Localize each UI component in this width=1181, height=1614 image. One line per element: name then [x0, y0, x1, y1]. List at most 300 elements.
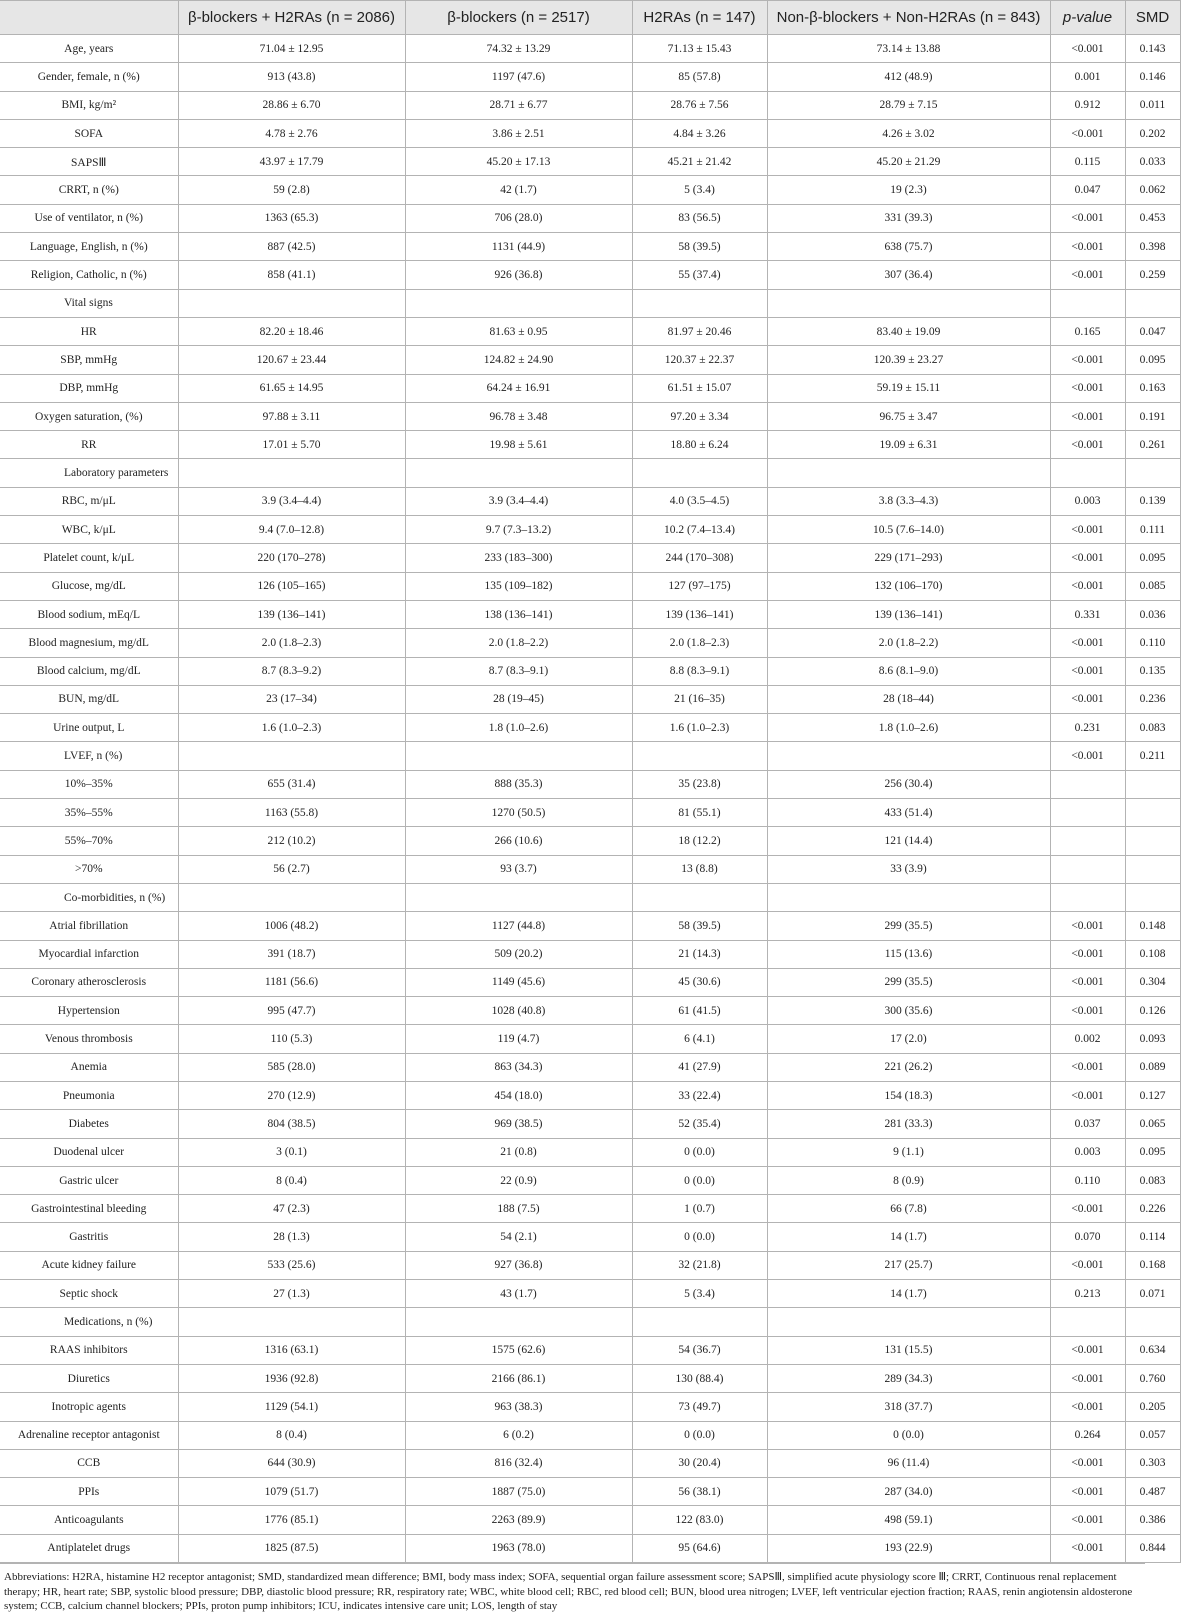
cell-h2ras: 71.13 ± 15.43	[632, 35, 767, 63]
header-p-value	[1050, 1, 1125, 35]
section-row	[0, 1308, 1180, 1336]
cell-beta-blockers-h2ras: 9.4 (7.0–12.8)	[178, 516, 405, 544]
cell-beta-blockers-h2ras: 1129 (54.1)	[178, 1393, 405, 1421]
cell-non-beta-blockers-non-h2ras	[767, 742, 1050, 770]
cell-variable: Duodenal ulcer	[0, 1138, 178, 1166]
cell-p-value: <0.001	[1050, 742, 1125, 770]
cell-beta-blockers: 926 (36.8)	[405, 261, 632, 289]
cell-beta-blockers: 22 (0.9)	[405, 1166, 632, 1194]
cell-p-value: 0.331	[1050, 600, 1125, 628]
cell-p-value: <0.001	[1050, 968, 1125, 996]
table-row	[0, 1251, 1180, 1279]
cell-smd: 0.139	[1125, 487, 1180, 515]
cell-smd: 0.191	[1125, 402, 1180, 430]
cell-beta-blockers-h2ras: 110 (5.3)	[178, 1025, 405, 1053]
cell-non-beta-blockers-non-h2ras: 256 (30.4)	[767, 770, 1050, 798]
cell-beta-blockers-h2ras: 212 (10.2)	[178, 827, 405, 855]
cell-beta-blockers: 888 (35.3)	[405, 770, 632, 798]
table-row	[0, 940, 1180, 968]
cell-h2ras	[632, 459, 767, 487]
cell-smd: 0.085	[1125, 572, 1180, 600]
cell-h2ras: 1.6 (1.0–2.3)	[632, 714, 767, 742]
cell-p-value: <0.001	[1050, 1251, 1125, 1279]
cell-p-value: 0.003	[1050, 1138, 1125, 1166]
cell-non-beta-blockers-non-h2ras: 193 (22.9)	[767, 1534, 1050, 1562]
cell-beta-blockers: 43 (1.7)	[405, 1280, 632, 1308]
cell-h2ras: 139 (136–141)	[632, 600, 767, 628]
cell-non-beta-blockers-non-h2ras	[767, 459, 1050, 487]
table-row	[0, 742, 1180, 770]
cell-h2ras: 120.37 ± 22.37	[632, 346, 767, 374]
cell-non-beta-blockers-non-h2ras: 300 (35.6)	[767, 997, 1050, 1025]
cell-beta-blockers-h2ras: 1316 (63.1)	[178, 1336, 405, 1364]
cell-h2ras	[632, 742, 767, 770]
cell-beta-blockers-h2ras: 995 (47.7)	[178, 997, 405, 1025]
cell-non-beta-blockers-non-h2ras: 131 (15.5)	[767, 1336, 1050, 1364]
table-row	[0, 1025, 1180, 1053]
cell-variable: Diuretics	[0, 1364, 178, 1392]
cell-non-beta-blockers-non-h2ras: 28 (18–44)	[767, 685, 1050, 713]
cell-h2ras: 33 (22.4)	[632, 1081, 767, 1109]
cell-non-beta-blockers-non-h2ras: 1.8 (1.0–2.6)	[767, 714, 1050, 742]
cell-beta-blockers-h2ras: 2.0 (1.8–2.3)	[178, 629, 405, 657]
cell-beta-blockers-h2ras: 533 (25.6)	[178, 1251, 405, 1279]
table-row	[0, 912, 1180, 940]
cell-variable: Laboratory parameters	[0, 459, 178, 487]
table-row	[0, 1449, 1180, 1477]
cell-h2ras	[632, 883, 767, 911]
cell-beta-blockers-h2ras	[178, 1308, 405, 1336]
table-row	[0, 1166, 1180, 1194]
cell-variable: Language, English, n (%)	[0, 233, 178, 261]
cell-h2ras: 45.21 ± 21.42	[632, 148, 767, 176]
cell-h2ras: 0 (0.0)	[632, 1223, 767, 1251]
cell-smd	[1125, 459, 1180, 487]
table-row	[0, 629, 1180, 657]
cell-beta-blockers: 93 (3.7)	[405, 855, 632, 883]
cell-h2ras: 58 (39.5)	[632, 912, 767, 940]
cell-beta-blockers	[405, 1308, 632, 1336]
cell-h2ras: 35 (23.8)	[632, 770, 767, 798]
cell-beta-blockers-h2ras: 913 (43.8)	[178, 63, 405, 91]
cell-h2ras: 95 (64.6)	[632, 1534, 767, 1562]
cell-variable: RAAS inhibitors	[0, 1336, 178, 1364]
cell-p-value: <0.001	[1050, 1364, 1125, 1392]
cell-smd: 0.033	[1125, 148, 1180, 176]
cell-non-beta-blockers-non-h2ras: 318 (37.7)	[767, 1393, 1050, 1421]
cell-beta-blockers: 8.7 (8.3–9.1)	[405, 657, 632, 685]
cell-beta-blockers-h2ras: 391 (18.7)	[178, 940, 405, 968]
cell-beta-blockers-h2ras: 47 (2.3)	[178, 1195, 405, 1223]
cell-beta-blockers-h2ras: 27 (1.3)	[178, 1280, 405, 1308]
cell-non-beta-blockers-non-h2ras: 638 (75.7)	[767, 233, 1050, 261]
table-body	[0, 35, 1180, 1563]
table-row	[0, 770, 1180, 798]
cell-beta-blockers-h2ras: 97.88 ± 3.11	[178, 402, 405, 430]
cell-h2ras: 83 (56.5)	[632, 204, 767, 232]
cell-h2ras: 32 (21.8)	[632, 1251, 767, 1279]
cell-p-value: <0.001	[1050, 431, 1125, 459]
table-row	[0, 600, 1180, 628]
cell-beta-blockers-h2ras: 1776 (85.1)	[178, 1506, 405, 1534]
cell-p-value: <0.001	[1050, 119, 1125, 147]
cell-non-beta-blockers-non-h2ras	[767, 1308, 1050, 1336]
table-row	[0, 148, 1180, 176]
cell-h2ras: 13 (8.8)	[632, 855, 767, 883]
cell-beta-blockers: 42 (1.7)	[405, 176, 632, 204]
cell-beta-blockers: 3.86 ± 2.51	[405, 119, 632, 147]
cell-smd	[1125, 827, 1180, 855]
cell-non-beta-blockers-non-h2ras: 433 (51.4)	[767, 799, 1050, 827]
cell-p-value: <0.001	[1050, 1534, 1125, 1562]
cell-h2ras: 130 (88.4)	[632, 1364, 767, 1392]
cell-p-value: 0.002	[1050, 1025, 1125, 1053]
cell-variable: SAPSⅢ	[0, 148, 178, 176]
cell-variable: WBC, k/μL	[0, 516, 178, 544]
cell-h2ras: 4.0 (3.5–4.5)	[632, 487, 767, 515]
cell-non-beta-blockers-non-h2ras: 299 (35.5)	[767, 968, 1050, 996]
cell-variable: Venous thrombosis	[0, 1025, 178, 1053]
cell-variable: BMI, kg/m²	[0, 91, 178, 119]
cell-p-value	[1050, 770, 1125, 798]
cell-variable: Platelet count, k/μL	[0, 544, 178, 572]
cell-smd: 0.114	[1125, 1223, 1180, 1251]
cell-h2ras: 52 (35.4)	[632, 1110, 767, 1138]
cell-non-beta-blockers-non-h2ras: 83.40 ± 19.09	[767, 317, 1050, 345]
cell-smd: 0.236	[1125, 685, 1180, 713]
cell-p-value: <0.001	[1050, 1449, 1125, 1477]
table-row	[0, 35, 1180, 63]
cell-h2ras: 0 (0.0)	[632, 1421, 767, 1449]
table-row	[0, 63, 1180, 91]
cell-p-value: 0.213	[1050, 1280, 1125, 1308]
cell-variable: Septic shock	[0, 1280, 178, 1308]
cell-p-value	[1050, 799, 1125, 827]
cell-variable: Antiplatelet drugs	[0, 1534, 178, 1562]
cell-beta-blockers-h2ras: 655 (31.4)	[178, 770, 405, 798]
cell-variable: Vital signs	[0, 289, 178, 317]
cell-non-beta-blockers-non-h2ras: 8.6 (8.1–9.0)	[767, 657, 1050, 685]
table-row	[0, 1478, 1180, 1506]
cell-beta-blockers-h2ras: 59 (2.8)	[178, 176, 405, 204]
cell-beta-blockers: 19.98 ± 5.61	[405, 431, 632, 459]
cell-variable: BUN, mg/dL	[0, 685, 178, 713]
cell-p-value: 0.070	[1050, 1223, 1125, 1251]
cell-h2ras: 10.2 (7.4–13.4)	[632, 516, 767, 544]
cell-non-beta-blockers-non-h2ras: 33 (3.9)	[767, 855, 1050, 883]
cell-smd: 0.634	[1125, 1336, 1180, 1364]
cell-smd: 0.226	[1125, 1195, 1180, 1223]
cell-h2ras: 61 (41.5)	[632, 997, 767, 1025]
table-row	[0, 119, 1180, 147]
cell-smd: 0.760	[1125, 1364, 1180, 1392]
table-row	[0, 1110, 1180, 1138]
cell-variable: Pneumonia	[0, 1081, 178, 1109]
table-row	[0, 968, 1180, 996]
cell-beta-blockers-h2ras: 8.7 (8.3–9.2)	[178, 657, 405, 685]
cell-p-value: <0.001	[1050, 544, 1125, 572]
cell-smd: 0.205	[1125, 1393, 1180, 1421]
cell-beta-blockers-h2ras: 17.01 ± 5.70	[178, 431, 405, 459]
cell-p-value	[1050, 883, 1125, 911]
cell-smd: 0.036	[1125, 600, 1180, 628]
cell-beta-blockers: 188 (7.5)	[405, 1195, 632, 1223]
cell-beta-blockers-h2ras: 585 (28.0)	[178, 1053, 405, 1081]
cell-beta-blockers: 1149 (45.6)	[405, 968, 632, 996]
table-row	[0, 997, 1180, 1025]
cell-non-beta-blockers-non-h2ras: 154 (18.3)	[767, 1081, 1050, 1109]
cell-p-value: <0.001	[1050, 1081, 1125, 1109]
table-row	[0, 1534, 1180, 1562]
cell-beta-blockers-h2ras: 804 (38.5)	[178, 1110, 405, 1138]
cell-variable: PPIs	[0, 1478, 178, 1506]
cell-h2ras: 5 (3.4)	[632, 1280, 767, 1308]
cell-p-value: 0.264	[1050, 1421, 1125, 1449]
cell-variable: Urine output, L	[0, 714, 178, 742]
table-row	[0, 685, 1180, 713]
cell-variable: Gastrointestinal bleeding	[0, 1195, 178, 1223]
cell-beta-blockers-h2ras: 3.9 (3.4–4.4)	[178, 487, 405, 515]
cell-p-value: <0.001	[1050, 204, 1125, 232]
cell-beta-blockers-h2ras: 82.20 ± 18.46	[178, 317, 405, 345]
cell-non-beta-blockers-non-h2ras: 120.39 ± 23.27	[767, 346, 1050, 374]
cell-beta-blockers: 138 (136–141)	[405, 600, 632, 628]
cell-smd: 0.127	[1125, 1081, 1180, 1109]
cell-p-value	[1050, 459, 1125, 487]
cell-beta-blockers: 124.82 ± 24.90	[405, 346, 632, 374]
cell-p-value: <0.001	[1050, 1053, 1125, 1081]
cell-h2ras: 58 (39.5)	[632, 233, 767, 261]
cell-variable: Gender, female, n (%)	[0, 63, 178, 91]
cell-h2ras: 30 (20.4)	[632, 1449, 767, 1477]
table-row	[0, 1053, 1180, 1081]
cell-variable: Acute kidney failure	[0, 1251, 178, 1279]
cell-beta-blockers: 927 (36.8)	[405, 1251, 632, 1279]
cell-h2ras: 4.84 ± 3.26	[632, 119, 767, 147]
cell-beta-blockers-h2ras: 23 (17–34)	[178, 685, 405, 713]
table-row	[0, 91, 1180, 119]
table-row	[0, 487, 1180, 515]
table-row	[0, 1081, 1180, 1109]
cell-non-beta-blockers-non-h2ras: 221 (26.2)	[767, 1053, 1050, 1081]
cell-beta-blockers-h2ras: 126 (105–165)	[178, 572, 405, 600]
table-row	[0, 1138, 1180, 1166]
cell-smd: 0.163	[1125, 374, 1180, 402]
cell-non-beta-blockers-non-h2ras: 299 (35.5)	[767, 912, 1050, 940]
cell-beta-blockers-h2ras: 3 (0.1)	[178, 1138, 405, 1166]
cell-p-value: <0.001	[1050, 572, 1125, 600]
cell-smd: 0.148	[1125, 912, 1180, 940]
cell-non-beta-blockers-non-h2ras: 132 (106–170)	[767, 572, 1050, 600]
header-h2ras: H2RAs (n = 147)	[632, 1, 767, 35]
cell-h2ras: 2.0 (1.8–2.3)	[632, 629, 767, 657]
table-footnote: Abbreviations: H2RA, histamine H2 receptor antagonist; SMD, standardized mean difference; BMI, body mass index; SOFA, sequential organ failure assessment score; SAPSⅢ, simplified acute physiology score Ⅲ; CRRT, Continuous renal replacement therapy; HR, heart rate; SBP, systolic blood pressure; DBP, diastolic blood pressure; RR, respiratory rate; WBC, white blood cell; RBC, red blood cell; BUN, blood urea nitrogen; LVEF, left ventricular ejection fraction; RAAS, renin angiotensin aldosterone system; CCB, calcium channel blockers; PPIs, proton pump inhibitors; ICU, indicates intensive care unit; LOS, length of stay	[0, 1563, 1145, 1614]
cell-beta-blockers-h2ras	[178, 459, 405, 487]
cell-p-value: <0.001	[1050, 374, 1125, 402]
cell-smd: 0.083	[1125, 714, 1180, 742]
cell-p-value: <0.001	[1050, 1336, 1125, 1364]
cell-p-value: <0.001	[1050, 516, 1125, 544]
cell-beta-blockers-h2ras: 8 (0.4)	[178, 1421, 405, 1449]
table-row	[0, 1336, 1180, 1364]
cell-non-beta-blockers-non-h2ras: 73.14 ± 13.88	[767, 35, 1050, 63]
cell-beta-blockers-h2ras: 43.97 ± 17.79	[178, 148, 405, 176]
cell-beta-blockers-h2ras: 1363 (65.3)	[178, 204, 405, 232]
cell-beta-blockers: 509 (20.2)	[405, 940, 632, 968]
cell-non-beta-blockers-non-h2ras: 96.75 ± 3.47	[767, 402, 1050, 430]
cell-h2ras: 6 (4.1)	[632, 1025, 767, 1053]
table-row	[0, 1223, 1180, 1251]
cell-h2ras: 18.80 ± 6.24	[632, 431, 767, 459]
cell-beta-blockers-h2ras: 56 (2.7)	[178, 855, 405, 883]
cell-p-value: 0.115	[1050, 148, 1125, 176]
cell-p-value: 0.001	[1050, 63, 1125, 91]
cell-non-beta-blockers-non-h2ras: 115 (13.6)	[767, 940, 1050, 968]
cell-h2ras: 21 (14.3)	[632, 940, 767, 968]
cell-variable: Hypertension	[0, 997, 178, 1025]
cell-variable: CRRT, n (%)	[0, 176, 178, 204]
cell-smd: 0.487	[1125, 1478, 1180, 1506]
cell-smd: 0.057	[1125, 1421, 1180, 1449]
cell-variable: SOFA	[0, 119, 178, 147]
cell-beta-blockers	[405, 883, 632, 911]
header-smd: SMD	[1125, 1, 1180, 35]
cell-smd: 0.011	[1125, 91, 1180, 119]
cell-p-value: <0.001	[1050, 940, 1125, 968]
cell-p-value: <0.001	[1050, 402, 1125, 430]
cell-smd: 0.844	[1125, 1534, 1180, 1562]
cell-beta-blockers-h2ras: 1006 (48.2)	[178, 912, 405, 940]
cell-beta-blockers: 706 (28.0)	[405, 204, 632, 232]
cell-h2ras: 8.8 (8.3–9.1)	[632, 657, 767, 685]
cell-p-value: <0.001	[1050, 997, 1125, 1025]
cell-p-value: 0.110	[1050, 1166, 1125, 1194]
header-p-value-text: p-value	[1062, 9, 1113, 26]
cell-beta-blockers: 135 (109–182)	[405, 572, 632, 600]
header-beta-blockers-h2ras: β-blockers + H2RAs (n = 2086)	[178, 1, 405, 35]
cell-beta-blockers: 45.20 ± 17.13	[405, 148, 632, 176]
cell-beta-blockers: 2.0 (1.8–2.2)	[405, 629, 632, 657]
cell-smd: 0.071	[1125, 1280, 1180, 1308]
cell-smd: 0.089	[1125, 1053, 1180, 1081]
cell-beta-blockers: 54 (2.1)	[405, 1223, 632, 1251]
cell-h2ras: 0 (0.0)	[632, 1138, 767, 1166]
cell-beta-blockers: 2166 (86.1)	[405, 1364, 632, 1392]
cell-non-beta-blockers-non-h2ras	[767, 883, 1050, 911]
cell-variable: Inotropic agents	[0, 1393, 178, 1421]
cell-beta-blockers-h2ras: 28.86 ± 6.70	[178, 91, 405, 119]
cell-p-value: <0.001	[1050, 1478, 1125, 1506]
cell-beta-blockers: 1197 (47.6)	[405, 63, 632, 91]
cell-p-value: 0.003	[1050, 487, 1125, 515]
cell-beta-blockers: 96.78 ± 3.48	[405, 402, 632, 430]
cell-variable: Oxygen saturation, (%)	[0, 402, 178, 430]
cell-non-beta-blockers-non-h2ras: 45.20 ± 21.29	[767, 148, 1050, 176]
cell-p-value: 0.912	[1050, 91, 1125, 119]
cell-smd: 0.261	[1125, 431, 1180, 459]
cell-smd: 0.093	[1125, 1025, 1180, 1053]
cell-variable: Religion, Catholic, n (%)	[0, 261, 178, 289]
table-row	[0, 176, 1180, 204]
cell-h2ras: 1 (0.7)	[632, 1195, 767, 1223]
cell-h2ras: 73 (49.7)	[632, 1393, 767, 1421]
cell-variable: Atrial fibrillation	[0, 912, 178, 940]
cell-beta-blockers: 969 (38.5)	[405, 1110, 632, 1138]
cell-beta-blockers: 266 (10.6)	[405, 827, 632, 855]
cell-smd: 0.095	[1125, 1138, 1180, 1166]
cell-beta-blockers: 28.71 ± 6.77	[405, 91, 632, 119]
cell-smd: 0.168	[1125, 1251, 1180, 1279]
cell-h2ras: 54 (36.7)	[632, 1336, 767, 1364]
cell-beta-blockers: 81.63 ± 0.95	[405, 317, 632, 345]
cell-p-value: <0.001	[1050, 233, 1125, 261]
cell-non-beta-blockers-non-h2ras: 287 (34.0)	[767, 1478, 1050, 1506]
cell-p-value	[1050, 1308, 1125, 1336]
cell-smd: 0.110	[1125, 629, 1180, 657]
cell-beta-blockers-h2ras: 887 (42.5)	[178, 233, 405, 261]
cell-smd: 0.126	[1125, 997, 1180, 1025]
cell-beta-blockers-h2ras: 4.78 ± 2.76	[178, 119, 405, 147]
cell-smd: 0.143	[1125, 35, 1180, 63]
cell-beta-blockers-h2ras: 1079 (51.7)	[178, 1478, 405, 1506]
cell-beta-blockers: 9.7 (7.3–13.2)	[405, 516, 632, 544]
cell-smd: 0.095	[1125, 346, 1180, 374]
cell-h2ras: 97.20 ± 3.34	[632, 402, 767, 430]
cell-non-beta-blockers-non-h2ras: 139 (136–141)	[767, 600, 1050, 628]
cell-variable: Gastritis	[0, 1223, 178, 1251]
table-row	[0, 204, 1180, 232]
table-row	[0, 1421, 1180, 1449]
cell-beta-blockers: 816 (32.4)	[405, 1449, 632, 1477]
table-row	[0, 544, 1180, 572]
cell-smd: 0.065	[1125, 1110, 1180, 1138]
header-variable	[0, 1, 178, 35]
cell-beta-blockers: 74.32 ± 13.29	[405, 35, 632, 63]
cell-non-beta-blockers-non-h2ras: 28.79 ± 7.15	[767, 91, 1050, 119]
cell-beta-blockers-h2ras: 120.67 ± 23.44	[178, 346, 405, 374]
cell-variable: Age, years	[0, 35, 178, 63]
cell-smd: 0.211	[1125, 742, 1180, 770]
cell-non-beta-blockers-non-h2ras: 14 (1.7)	[767, 1223, 1050, 1251]
cell-beta-blockers: 21 (0.8)	[405, 1138, 632, 1166]
cell-p-value	[1050, 289, 1125, 317]
cell-beta-blockers-h2ras: 1181 (56.6)	[178, 968, 405, 996]
cell-variable: 35%–55%	[0, 799, 178, 827]
cell-beta-blockers: 1963 (78.0)	[405, 1534, 632, 1562]
cell-non-beta-blockers-non-h2ras: 331 (39.3)	[767, 204, 1050, 232]
table-row	[0, 233, 1180, 261]
cell-h2ras: 127 (97–175)	[632, 572, 767, 600]
cell-variable: RR	[0, 431, 178, 459]
table-row	[0, 714, 1180, 742]
table-header-row	[0, 1, 1180, 35]
cell-variable: Blood calcium, mg/dL	[0, 657, 178, 685]
table-row	[0, 827, 1180, 855]
cell-p-value: <0.001	[1050, 685, 1125, 713]
cell-non-beta-blockers-non-h2ras: 121 (14.4)	[767, 827, 1050, 855]
cell-beta-blockers: 1270 (50.5)	[405, 799, 632, 827]
cell-beta-blockers: 1131 (44.9)	[405, 233, 632, 261]
cell-beta-blockers: 963 (38.3)	[405, 1393, 632, 1421]
cell-non-beta-blockers-non-h2ras: 17 (2.0)	[767, 1025, 1050, 1053]
cell-beta-blockers-h2ras: 8 (0.4)	[178, 1166, 405, 1194]
cell-beta-blockers: 454 (18.0)	[405, 1081, 632, 1109]
cell-p-value: 0.037	[1050, 1110, 1125, 1138]
cell-p-value: 0.047	[1050, 176, 1125, 204]
cell-p-value: <0.001	[1050, 1506, 1125, 1534]
cell-smd	[1125, 770, 1180, 798]
cell-non-beta-blockers-non-h2ras: 217 (25.7)	[767, 1251, 1050, 1279]
